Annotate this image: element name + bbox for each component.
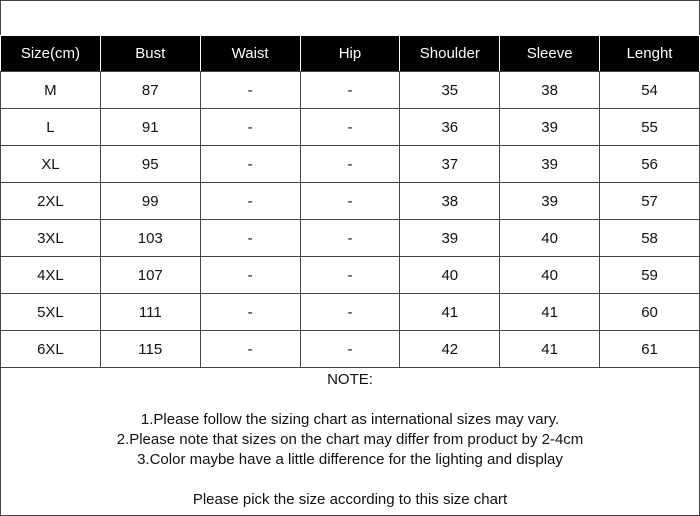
table-cell: 6XL: [1, 331, 101, 368]
table-cell: -: [300, 220, 400, 257]
table-body: [1, 72, 700, 368]
header-length: Lenght: [600, 36, 700, 72]
table-cell: 36: [400, 109, 500, 146]
table-cell: L: [1, 109, 101, 146]
header-row: [1, 36, 700, 72]
table-cell: -: [200, 109, 300, 146]
table-cell: 5XL: [1, 294, 101, 331]
table-cell: -: [300, 257, 400, 294]
table-cell: 61: [600, 331, 700, 368]
table-cell: 87: [100, 72, 200, 109]
table-cell: 4XL: [1, 257, 101, 294]
table-cell: 41: [500, 331, 600, 368]
table-cell: 58: [600, 220, 700, 257]
table-cell: -: [200, 183, 300, 220]
table-cell: -: [200, 146, 300, 183]
table-row: [1, 72, 700, 109]
table-row: [1, 109, 700, 146]
table-cell: 38: [500, 72, 600, 109]
table-cell: 40: [500, 220, 600, 257]
table-cell: 103: [100, 220, 200, 257]
header-shoulder: Shoulder: [400, 36, 500, 72]
table-cell: XL: [1, 146, 101, 183]
table-cell: 40: [400, 257, 500, 294]
table-row: [1, 183, 700, 220]
table-cell: 95: [100, 146, 200, 183]
table-cell: 35: [400, 72, 500, 109]
table-cell: -: [200, 294, 300, 331]
table-cell: 39: [500, 183, 600, 220]
table-cell: 41: [400, 294, 500, 331]
table-cell: 115: [100, 331, 200, 368]
table-row: [1, 146, 700, 183]
table-cell: -: [300, 294, 400, 331]
header-bust: Bust: [100, 36, 200, 72]
table-cell: 91: [100, 109, 200, 146]
note-title: NOTE:: [327, 371, 373, 388]
table-cell: 56: [600, 146, 700, 183]
table-cell: 39: [500, 109, 600, 146]
note-line-1: 1.Please follow the sizing chart as international sizes may vary.: [140, 411, 560, 428]
note-spacer-2: [0, 470, 700, 490]
header-waist: Waist: [200, 36, 300, 72]
table-cell: 57: [600, 183, 700, 220]
table-cell: M: [1, 72, 101, 109]
table-cell: 99: [100, 183, 200, 220]
note-footer: Please pick the size according to this size chart: [192, 491, 508, 508]
table-cell: -: [300, 331, 400, 368]
table-cell: 3XL: [1, 220, 101, 257]
table-cell: -: [200, 220, 300, 257]
table-cell: 39: [500, 146, 600, 183]
table-cell: 60: [600, 294, 700, 331]
size-chart-table: [0, 35, 700, 368]
table-cell: -: [300, 146, 400, 183]
header-hip: Hip: [300, 36, 400, 72]
note-spacer: [0, 390, 700, 410]
table-cell: 42: [400, 331, 500, 368]
table-cell: 107: [100, 257, 200, 294]
table-cell: -: [200, 72, 300, 109]
table-cell: -: [300, 72, 400, 109]
table-cell: 55: [600, 109, 700, 146]
table-cell: 59: [600, 257, 700, 294]
table-cell: 38: [400, 183, 500, 220]
table-row: [1, 257, 700, 294]
note-line-2: 2.Please note that sizes on the chart may differ from product by 2-4cm: [116, 431, 584, 448]
header-size: Size(cm): [1, 36, 101, 72]
header-sleeve: Sleeve: [500, 36, 600, 72]
table-cell: -: [200, 331, 300, 368]
notes-section: [0, 370, 700, 510]
table-cell: 54: [600, 72, 700, 109]
table-row: [1, 294, 700, 331]
table-row: [1, 331, 700, 368]
table-cell: 111: [100, 294, 200, 331]
table-cell: 40: [500, 257, 600, 294]
table-cell: -: [300, 109, 400, 146]
table-cell: 39: [400, 220, 500, 257]
table-row: [1, 220, 700, 257]
table-cell: 2XL: [1, 183, 101, 220]
note-line-3: 3.Color maybe have a little difference for the lighting and display: [137, 451, 563, 468]
table-cell: -: [200, 257, 300, 294]
table-cell: 41: [500, 294, 600, 331]
table-cell: -: [300, 183, 400, 220]
table-cell: 37: [400, 146, 500, 183]
